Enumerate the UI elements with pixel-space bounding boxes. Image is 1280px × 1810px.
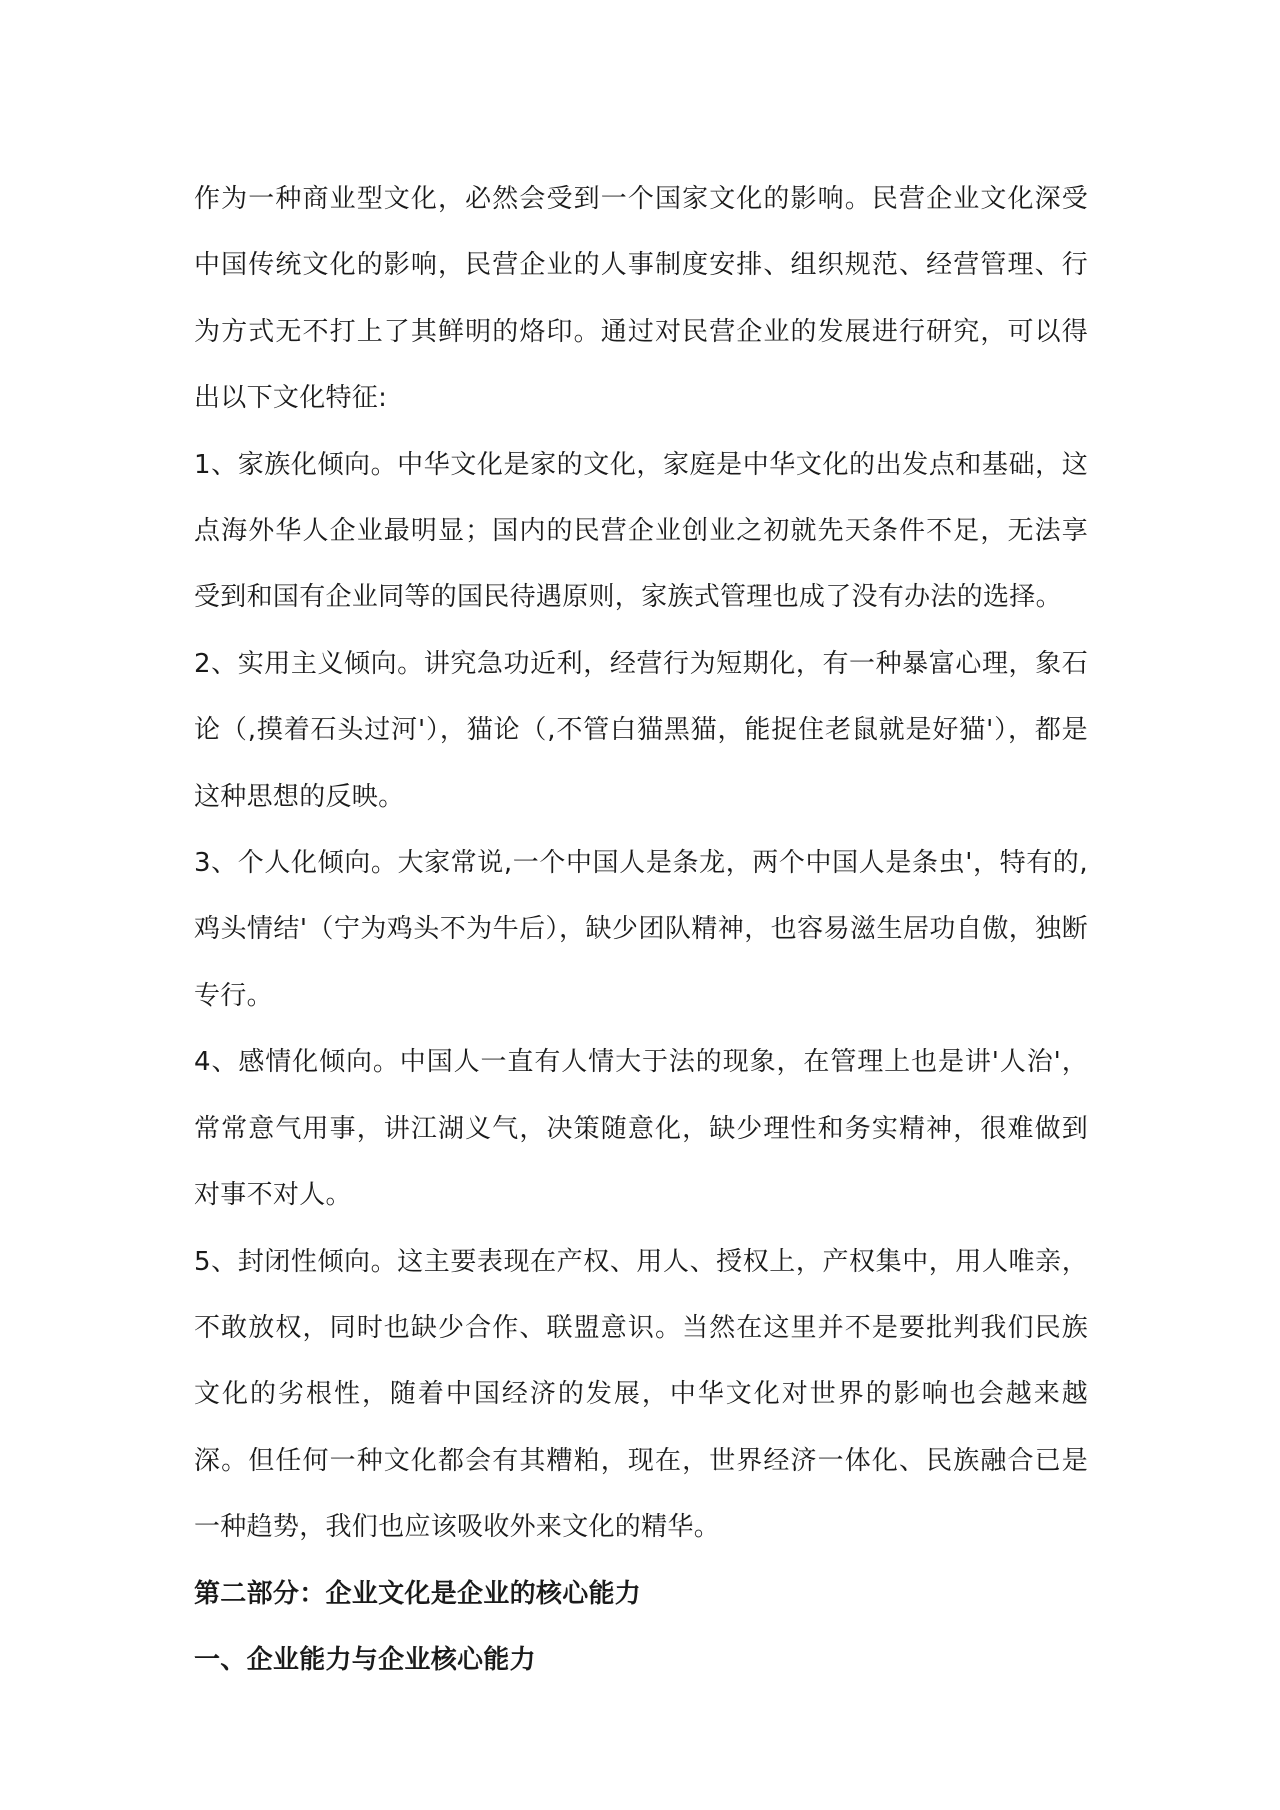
document-page [194, 166, 1088, 1693]
list-item-familial: 1、家族化倾向。中华文化是家的文化，家庭是中华文化的出发点和基础，这点海外华人企业最明显；国内的民营企业创业之初就先天条件不足，无法享受到和国有企业同等的国民待遇原则，家族式管理也成了没有办法的选择。 [194, 449, 1088, 613]
list-item-individualism: 3、个人化倾向。大家常说,一个中国人是条龙，两个中国人是条虫'，特有的,鸡头情结'（宁为鸡头不为牛后），缺少团队精神，也容易滋生居功自傲，独断专行。 [194, 848, 1088, 1011]
list-item-closedness: 5、封闭性倾向。这主要表现在产权、用人、授权上，产权集中，用人唯亲，不敢放权，同时也缺少合作、联盟意识。当然在这里并不是要批判我们民族文化的劣根性，随着中国经济的发展，中华文化对世界的影响也会越来越深。但任何一种文化都会有其糟粕，现在，世界经济一体化、民族融合已是一种趋势，我们也应该吸收外来文化的精华。 [194, 1246, 1088, 1543]
intro-paragraph: 作为一种商业型文化，必然会受到一个国家文化的影响。民营企业文化深受中国传统文化的影响，民营企业的人事制度安排、组织规范、经营管理、行为方式无不打上了其鲜明的烙印。通过对民营企业的发展进行研究，可以得出以下文化特征: [194, 184, 1088, 414]
list-item-pragmatism: 2、实用主义倾向。讲究急功近利，经营行为短期化，有一种暴富心理，象石论（,摸着石头过河'），猫论（,不管白猫黑猫，能捉住老鼠就是好猫'），都是这种思想的反映。 [194, 648, 1088, 812]
list-item-emotional: 4、感情化倾向。中国人一直有人情大于法的现象，在管理上也是讲'人治'，常常意气用事，讲江湖义气，决策随意化，缺少理性和务实精神，很难做到对事不对人。 [194, 1047, 1088, 1211]
section-title: 第二部分：企业文化是企业的核心能力 [194, 1578, 642, 1609]
subsection-title: 一、企业能力与企业核心能力 [194, 1644, 536, 1675]
